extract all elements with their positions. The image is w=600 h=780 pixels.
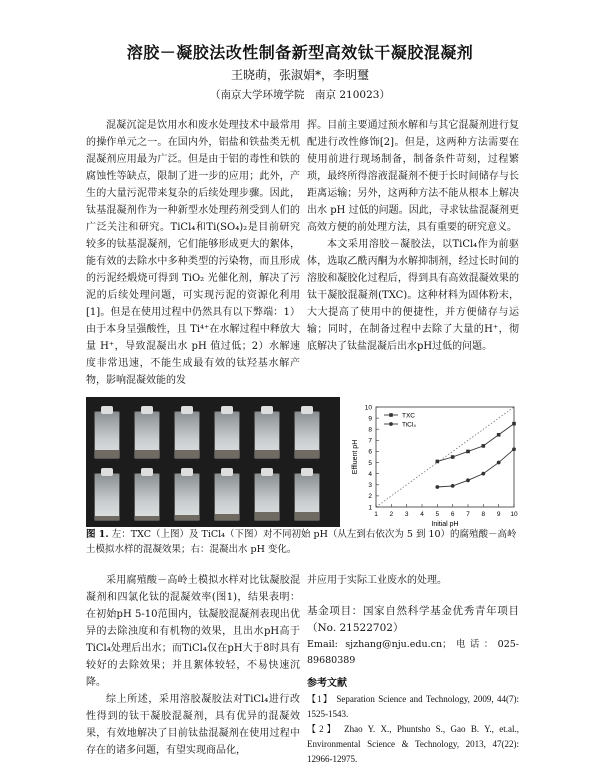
authors: 王晓萌，张淑娟*，李明璽	[230, 68, 369, 82]
data-point	[436, 460, 440, 464]
jar-image	[254, 473, 280, 521]
data-point	[451, 484, 455, 488]
x-tick-label: 3	[404, 511, 409, 518]
contact: Email: sjzhang@nju.edu.cn；电话：025-89680389	[307, 639, 519, 666]
x-tick-label: 10	[510, 511, 518, 518]
jar-image	[254, 411, 280, 459]
jar-image	[174, 473, 200, 521]
y-tick-label: 4	[368, 470, 372, 478]
x-tick-label: 1	[374, 511, 378, 518]
data-point	[512, 447, 516, 451]
photo-row-txc	[86, 401, 340, 461]
y-tick-label: 6	[368, 448, 372, 456]
x-tick-label: 9	[496, 511, 501, 518]
x-axis-label: Initial pH	[431, 521, 459, 528]
body-column-right-bottom	[307, 572, 519, 767]
body-column-left	[86, 117, 300, 389]
y-tick-label: 7	[368, 437, 372, 445]
paragraph: 综上所述，采用溶胶凝胶法对TiCl₄进行改性得到的钛干凝胶混凝剂，具有优异的混凝效果，有效地解决了目前钛盐混凝剂在使用过程中存在的诸多问题，有望实现商品化，	[86, 694, 300, 756]
y-tick-label: 9	[368, 415, 372, 423]
reference-item: 【1】 Separation Science and Technology, 2009, 44(7): 1525-1543.	[307, 694, 519, 719]
y-axis-label: Effluent pH	[352, 439, 359, 475]
x-tick-label: 2	[389, 511, 394, 518]
jar-image	[134, 473, 160, 521]
x-tick-label: 8	[481, 511, 486, 518]
y-tick-label: 8	[368, 426, 372, 434]
plot-frame	[376, 407, 514, 507]
data-point	[435, 485, 439, 489]
data-point	[497, 433, 501, 437]
x-tick-label: 6	[450, 511, 455, 518]
legend-label: TiCl₄	[402, 421, 416, 429]
data-point	[481, 472, 485, 476]
paper-title: 溶胶－凝胶法改性制备新型高效钛干凝胶混凝剂	[126, 43, 474, 62]
photo-row-ticl4	[86, 465, 340, 525]
paragraph: 采用腐殖酸－高岭土模拟水样对比钛凝胶混凝剂和四氯化钛的混凝效率(图1)，结果表明：在初始pH 5-10范围内，钛凝胶混凝剂表现出优异的去除浊度和有机物的效果，且出水pH高于TiCl₄处理后出水；而TiCl₄仅在pH大于8时具有较好的去除效果；并且絮体较轻，不易快速沉降。	[86, 575, 300, 688]
data-point	[466, 450, 470, 454]
jar-image	[214, 473, 240, 521]
y-tick-label: 2	[368, 493, 372, 501]
y-tick-label: 1	[368, 504, 372, 512]
legend-marker	[389, 413, 393, 417]
jar-image	[214, 411, 240, 459]
legend-label: TXC	[402, 412, 415, 420]
jar-image	[94, 411, 120, 459]
data-point	[497, 461, 501, 465]
jar-image	[174, 411, 200, 459]
figure-caption	[86, 527, 520, 557]
references-heading: 参考文献	[307, 678, 347, 689]
x-tick-label: 4	[420, 511, 424, 518]
figure-label: 图 1.	[86, 529, 109, 540]
body-column-left-bottom	[86, 572, 300, 759]
paragraph: 本文采用溶胶－凝胶法，以TiCl₄作为前驱体，选取乙酰丙酮为水解抑制剂，经过长时间的溶胶和凝胶化过程后，得到具有高效混凝效果的钛干凝胶混凝剂(TXC)。这种材料为固体粉末，大大提高了使用中的便捷性，并方便储存与运输；同时，在制备过程中去除了大量的H⁺，彻底解决了钛盐混凝后出水pH过低的问题。	[307, 239, 519, 352]
paragraph: 并应用于实际工业废水的处理。	[307, 575, 447, 586]
paragraph: 混凝沉淀是饮用水和废水处理技术中最常用的操作单元之一。在国内外，铝盐和铁盐类无机混凝剂应用最为广泛。但是由于铝的毒性和铁的腐蚀性等缺点，限制了进一步的应用；此外，产生的大量污泥带来复杂的后续处理步骤。因此，钛基混凝剂作为一种新型水处理药剂受到人们的广泛关注和研究。TiCl₄和Ti(SO₄)₂是目前研究较多的钛基混凝剂，它们能够形成更大的絮体，能有效的去除水中多种类型的污染物，而且形成的污泥经煅烧可得到 TiO₂ 光催化剂，解决了污泥的后续处理问题，可实现污泥的资源化利用[1]。但是在使用过程中仍然具有以下弊端：1）由于本身呈强酸性，且 Ti⁴⁺在水解过程中释放大量 H⁺，导致混凝出水 pH 值过低；2）水解速度非常迅速，不能生成最有效的钛羟基水解产物，影响混凝效能的发	[86, 120, 300, 386]
y-tick-label: 10	[364, 404, 372, 412]
y-tick-label: 5	[368, 459, 372, 467]
y-tick-label: 3	[368, 482, 372, 490]
affiliation: （南京大学环境学院 南京 210023）	[210, 89, 390, 101]
jar-image	[94, 473, 120, 521]
data-point	[512, 422, 516, 426]
effluent-ph-chart	[350, 399, 520, 529]
figure-caption-text: 左：TXC（上图）及 TiCl₄（下图）对不同初始 pH（从左到右依次为 5 到 10）的腐殖酸－高岭土模拟水样的混凝效果；右：混凝出水 pH 变化。	[86, 529, 517, 555]
paragraph: 挥。目前主要通过预水解和与其它混凝剂进行复配进行改性修饰[2]。但是，这两种方法需要在使用前进行现场制备，制备条件苛刻，过程繁琐，最终所得溶液混凝剂不便于长时间储存与长距离运输；另外，这两种方法不能从根本上解决出水 pH 过低的问题。因此，寻求钛盐混凝剂更高效方便的前处理方法，具有重要的研究意义。	[307, 120, 519, 233]
jar-image	[134, 411, 160, 459]
data-point	[451, 455, 455, 459]
reference-item: 【2】 Zhao Y. X., Phuntsho S., Gao B. Y., et.al., Environmental Science & Technology, 2013, 47(22): 12966-12975.	[307, 724, 519, 764]
jar-test-photo	[86, 397, 340, 527]
jar-image	[294, 411, 320, 459]
jar-image	[294, 473, 320, 521]
legend-marker	[389, 422, 393, 426]
data-point	[482, 444, 486, 448]
x-tick-label: 5	[435, 511, 440, 518]
body-column-right	[307, 117, 519, 355]
funding: 基金项目：国家自然科学基金优秀青年项目（No. 21522702）	[307, 605, 519, 634]
x-tick-label: 7	[466, 511, 470, 518]
data-point	[466, 478, 470, 482]
